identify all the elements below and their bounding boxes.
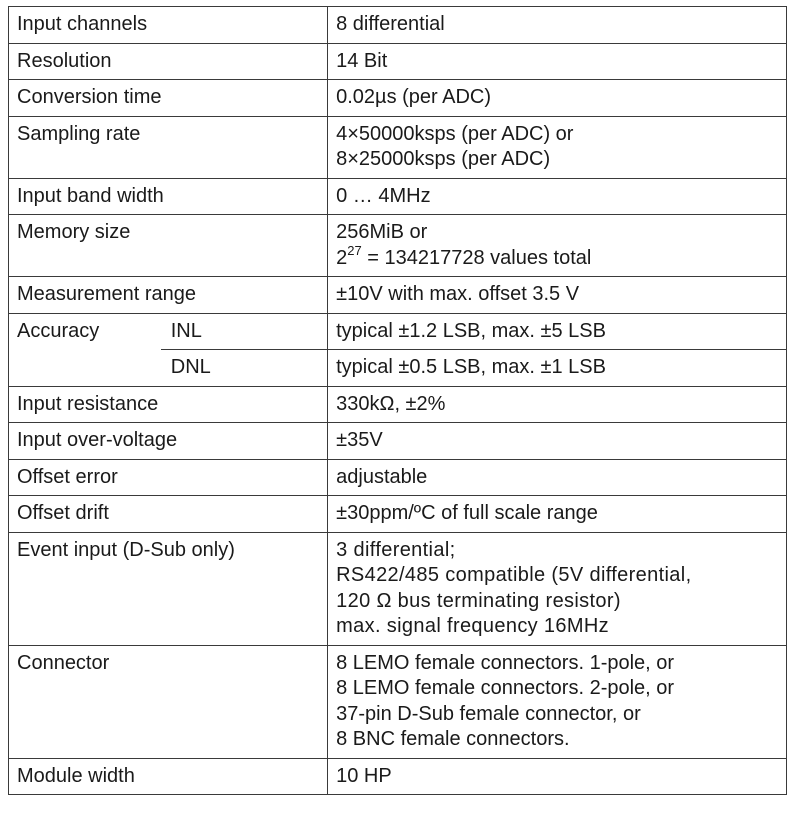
spec-label: Sampling rate bbox=[9, 116, 328, 178]
spec-sublabel-dnl: DNL bbox=[161, 350, 328, 387]
spec-value bbox=[328, 116, 787, 178]
spec-value bbox=[328, 645, 787, 758]
table-row bbox=[9, 277, 787, 314]
spec-value: ±30ppm/ºC of full scale range bbox=[328, 496, 787, 533]
spec-label: Module width bbox=[9, 758, 328, 795]
table-row bbox=[9, 178, 787, 215]
table-row bbox=[9, 80, 787, 117]
spec-value-line: 120 Ω bus terminating resistor) bbox=[336, 589, 621, 612]
spec-value: ±35V bbox=[328, 423, 787, 460]
spec-label: Input over-voltage bbox=[9, 423, 328, 460]
spec-value-line: 8 BNC female connectors. bbox=[336, 728, 570, 750]
spec-value-line: 8 LEMO female connectors. 2-pole, or bbox=[336, 677, 675, 699]
spec-value-line: 37-pin D-Sub female connector, or bbox=[336, 702, 641, 725]
spec-value-line: 8×25000ksps (per ADC) bbox=[336, 148, 551, 170]
table-row bbox=[9, 7, 787, 44]
spec-value-line: max. signal frequency 16MHz bbox=[336, 615, 610, 637]
power-rest: = 134217728 values total bbox=[361, 246, 592, 269]
table-row bbox=[9, 532, 787, 645]
spec-label: Input band width bbox=[9, 178, 328, 215]
table-row bbox=[9, 423, 787, 460]
spec-value-line: 8 LEMO female connectors. 1-pole, or bbox=[336, 651, 675, 674]
spec-value-line: 4×50000ksps (per ADC) or bbox=[336, 122, 574, 145]
spec-label: Accuracy bbox=[9, 313, 161, 386]
spec-value: typical ±0.5 LSB, max. ±1 LSB bbox=[328, 350, 787, 387]
table-row bbox=[9, 116, 787, 178]
spec-label: Event input (D-Sub only) bbox=[9, 532, 328, 645]
spec-value-line: 3 differential; bbox=[336, 538, 456, 561]
spec-value-line: 256MiB or bbox=[336, 221, 428, 243]
spec-value-line bbox=[336, 242, 778, 272]
table-row bbox=[9, 386, 787, 423]
spec-value: 0 … 4MHz bbox=[328, 178, 787, 215]
spec-label: Memory size bbox=[9, 215, 328, 277]
spec-label: Resolution bbox=[9, 43, 328, 80]
table-row bbox=[9, 459, 787, 496]
power-base: 2 bbox=[336, 246, 348, 269]
spec-value: 10 HP bbox=[328, 758, 787, 795]
spec-value: adjustable bbox=[328, 459, 787, 496]
spec-label: Input resistance bbox=[9, 386, 328, 423]
spec-value: 330kΩ, ±2% bbox=[328, 386, 787, 423]
spec-label: Input channels bbox=[9, 7, 328, 44]
spec-sublabel-inl: INL bbox=[161, 313, 328, 350]
table-row bbox=[9, 215, 787, 277]
spec-label: Measurement range bbox=[9, 277, 328, 314]
spec-value bbox=[328, 532, 787, 645]
table-row bbox=[9, 496, 787, 533]
table-row bbox=[9, 313, 787, 350]
table-row bbox=[9, 645, 787, 758]
spec-label: Offset error bbox=[9, 459, 328, 496]
spec-value: 14 Bit bbox=[328, 43, 787, 80]
spec-label: Connector bbox=[9, 645, 328, 758]
specification-table bbox=[8, 6, 787, 795]
power-exponent: 27 bbox=[347, 242, 362, 258]
spec-value: 0.02µs (per ADC) bbox=[328, 80, 787, 117]
spec-value: 8 differential bbox=[328, 7, 787, 44]
spec-value-line: RS422/485 compatible (5V differential, bbox=[336, 564, 692, 586]
spec-value: ±10V with max. offset 3.5 V bbox=[328, 277, 787, 314]
spec-value bbox=[328, 215, 787, 277]
spec-label: Conversion time bbox=[9, 80, 328, 117]
table-row bbox=[9, 43, 787, 80]
spec-value: typical ±1.2 LSB, max. ±5 LSB bbox=[328, 313, 787, 350]
spec-label: Offset drift bbox=[9, 496, 328, 533]
table-row bbox=[9, 758, 787, 795]
